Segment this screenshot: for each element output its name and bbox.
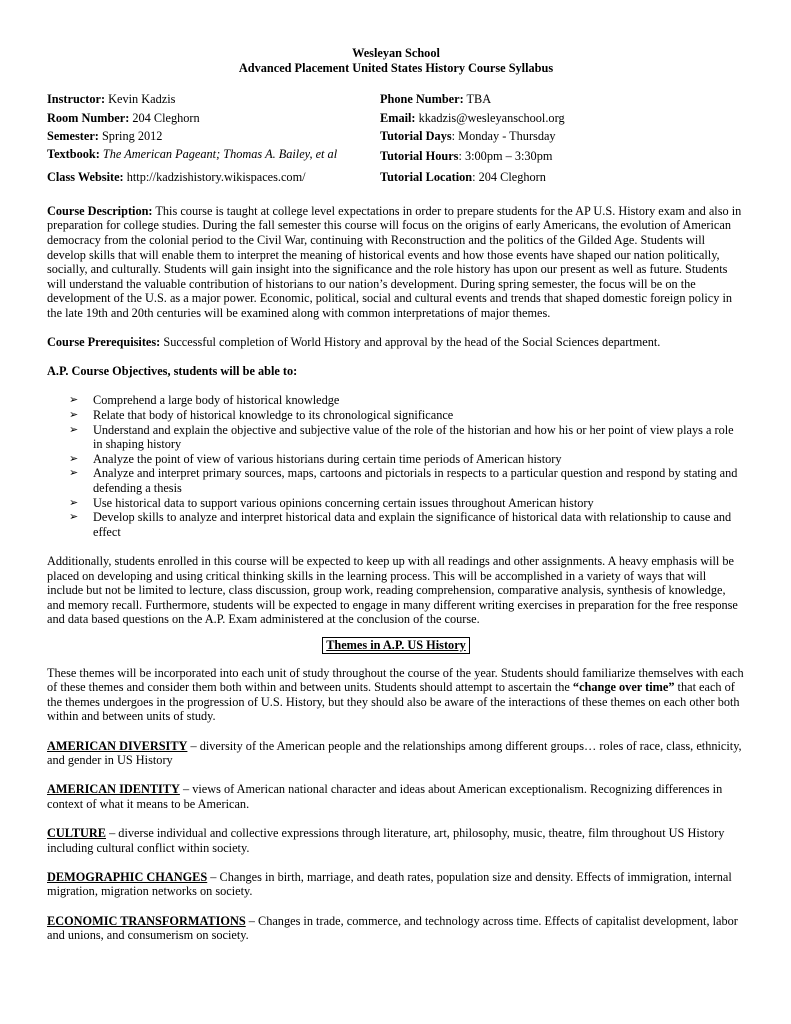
textbook-row (47, 145, 380, 163)
themes-intro (47, 666, 745, 724)
theme-name: AMERICAN DIVERSITY (47, 738, 188, 753)
semester-value: Spring 2012 (98, 128, 163, 143)
list-item (47, 510, 745, 539)
arrow-bullet-icon: ➢ (69, 423, 79, 436)
document-title: Advanced Placement United States History Course Syllabus (238, 60, 554, 75)
course-description-text: This course is taught at college level expectations in order to prepare students for the AP U.S. History exam and also in preparation for college studies. During the fall semester this course will focus on the origins of early Americans, the evolution of American democracy from the colonial period to the Civil War, continuing with Reconstruction and the politics of the Gilded Age. Students will develop skills that will enable them to interpret the meaning of historical events and how those events have shaped our nation politically, socially, and culturally. Students will gain insight into the significance and the role history has upon our present as well as future. Students will understand the valuable contribution of historians to our nation’s development. During spring semester, the focus will be on the development of the U.S. as a major power. Economic, political, social and cultural events and trends that shaped domestic foreign policy in the late 19th and 20th centuries will be examined along with common interpretations of major themes. (47, 203, 742, 320)
objectives-heading: A.P. Course Objectives, students will be able to: (47, 364, 298, 379)
themes-heading-wrap (47, 637, 745, 654)
textbook-value: The American Pageant; Thomas A. Bailey, et al (99, 147, 338, 162)
themes-intro-emphasis: “change over time” (572, 680, 675, 695)
objective-text: Understand and explain the objective and subjective value of the role of the historian and how his or her point of view plays a role in shaping history (93, 422, 734, 452)
theme-name: AMERICAN IDENTITY (47, 782, 180, 797)
objective-text: Develop skills to analyze and interpret historical data and explain the significance of historical data with relationship to cause and effect (93, 510, 732, 539)
tutorial-location-row (380, 168, 745, 186)
theme-name: DEMOGRAPHIC CHANGES (47, 869, 208, 884)
tutorial-hours-label: Tutorial Hours (380, 149, 459, 164)
phone-value: TBA (463, 92, 492, 107)
tutorial-location-value: : 204 Cleghorn (472, 169, 546, 184)
course-prerequisites-label: Course Prerequisites: (47, 335, 161, 350)
course-prerequisites (47, 335, 745, 350)
tutorial-days-row (380, 127, 745, 145)
theme-american-diversity (47, 739, 745, 768)
themes-intro-text: These themes will be incorporated into each unit of study throughout the course of the year. Students should familiarize themselves with each of these themes and consider them both within and between units. Students should attempt to ascertain the (47, 665, 744, 695)
course-prerequisites-text: Successful completion of World History and approval by the head of the Social Sciences department. (160, 335, 661, 350)
objective-text: Comprehend a large body of historical knowledge (93, 393, 340, 408)
theme-american-identity (47, 782, 745, 811)
theme-culture (47, 826, 745, 855)
arrow-bullet-icon: ➢ (69, 452, 79, 465)
themes-intro-text-end: that each of the themes undergoes in the progression of U.S. History, but they should also be aware of the interactions of these themes on each other both within and between units of study. (47, 680, 740, 724)
room-label: Room Number: (47, 110, 130, 125)
theme-name: ECONOMIC TRANSFORMATIONS (47, 913, 246, 928)
semester-label: Semester: (47, 128, 99, 143)
website-label: Class Website: (47, 169, 124, 184)
tutorial-days-label: Tutorial Days (380, 128, 452, 143)
website-link[interactable]: http://kadzishistory.wikispaces.com/ (123, 169, 306, 184)
arrow-bullet-icon: ➢ (69, 496, 79, 509)
syllabus-page (47, 46, 745, 943)
theme-name: CULTURE (47, 826, 106, 841)
tutorial-location-label: Tutorial Location (380, 169, 473, 184)
instructor-row (47, 90, 380, 108)
list-item (47, 452, 745, 467)
instructor-value: Kevin Kadzis (105, 92, 176, 107)
objective-text: Use historical data to support various opinions concerning certain issues throughout American history (93, 495, 594, 510)
list-item (47, 408, 745, 423)
phone-label: Phone Number: (380, 92, 464, 107)
objective-text: Relate that body of historical knowledge to its chronological significance (93, 408, 454, 423)
tutorial-hours-row (380, 145, 745, 168)
email-link[interactable]: kkadzis@wesleyanschool.org (415, 110, 565, 125)
phone-row (380, 90, 745, 108)
document-header (47, 46, 745, 75)
website-row (47, 166, 380, 188)
themes-heading: Themes in A.P. US History (322, 637, 470, 654)
theme-economic-transformations (47, 914, 745, 943)
semester-row (47, 127, 380, 145)
list-item (47, 393, 745, 408)
textbook-label: Textbook: (47, 147, 100, 162)
theme-text: – diverse individual and collective expressions through literature, art, philosophy, music, theatre, film throughout US History including cultural conflict within society. (47, 826, 725, 855)
tutorial-days-value: : Monday - Thursday (451, 128, 556, 143)
theme-demographic-changes (47, 870, 745, 899)
email-row (380, 109, 745, 127)
room-row (47, 109, 380, 127)
room-value: 204 Cleghorn (129, 110, 200, 125)
additional-expectations: Additionally, students enrolled in this course will be expected to keep up with all readings and other assignments. A heavy emphasis will be placed on developing and using critical thinking skills in the learning process. This will be accomplished in a variety of ways that will include but not be limited to lecture, class discussion, group work, reading comprehension, comparative analysis, synthesis of knowledge, and memory recall. Furthermore, students will be expected to engage in many different writing exercises in preparation for the free response and data based questions on the A.P. Exam administered at the conclusion of the course. (47, 554, 738, 627)
arrow-bullet-icon: ➢ (69, 467, 79, 480)
course-description-label: Course Description: (47, 203, 153, 218)
email-label: Email: (380, 110, 416, 125)
arrow-bullet-icon: ➢ (69, 409, 79, 422)
theme-text: – Changes in trade, commerce, and technology across time. Effects of capitalist development, labor and unions, and consumerism on society. (47, 913, 738, 943)
course-info (47, 90, 745, 188)
list-item (47, 496, 745, 511)
course-description (47, 204, 745, 321)
tutorial-hours-value: : 3:00pm – 3:30pm (458, 149, 553, 164)
arrow-bullet-icon: ➢ (69, 394, 79, 407)
list-item (47, 466, 745, 495)
objectives-list (47, 393, 745, 539)
list-item (47, 423, 745, 452)
theme-text: – Changes in birth, marriage, and death rates, population size and density. Effects of immigration, internal migration, migration networks on society. (47, 869, 732, 899)
instructor-label: Instructor: (47, 92, 106, 107)
theme-text: – diversity of the American people and the relationships among different groups… roles of race, class, ethnicity, and gender in US History (47, 738, 742, 768)
course-info-left (47, 90, 380, 188)
objective-text: Analyze and interpret primary sources, maps, cartoons and pictorials in respects to a particular question and respond by stating and defending a thesis (93, 466, 738, 496)
course-info-right (380, 90, 745, 188)
school-name: Wesleyan School (352, 46, 440, 60)
objective-text: Analyze the point of view of various historians during certain time periods of American history (93, 451, 562, 466)
theme-text: – views of American national character and ideas about American exceptionalism. Recognizing differences in context of what it means to be American. (47, 782, 723, 811)
arrow-bullet-icon: ➢ (69, 511, 79, 524)
